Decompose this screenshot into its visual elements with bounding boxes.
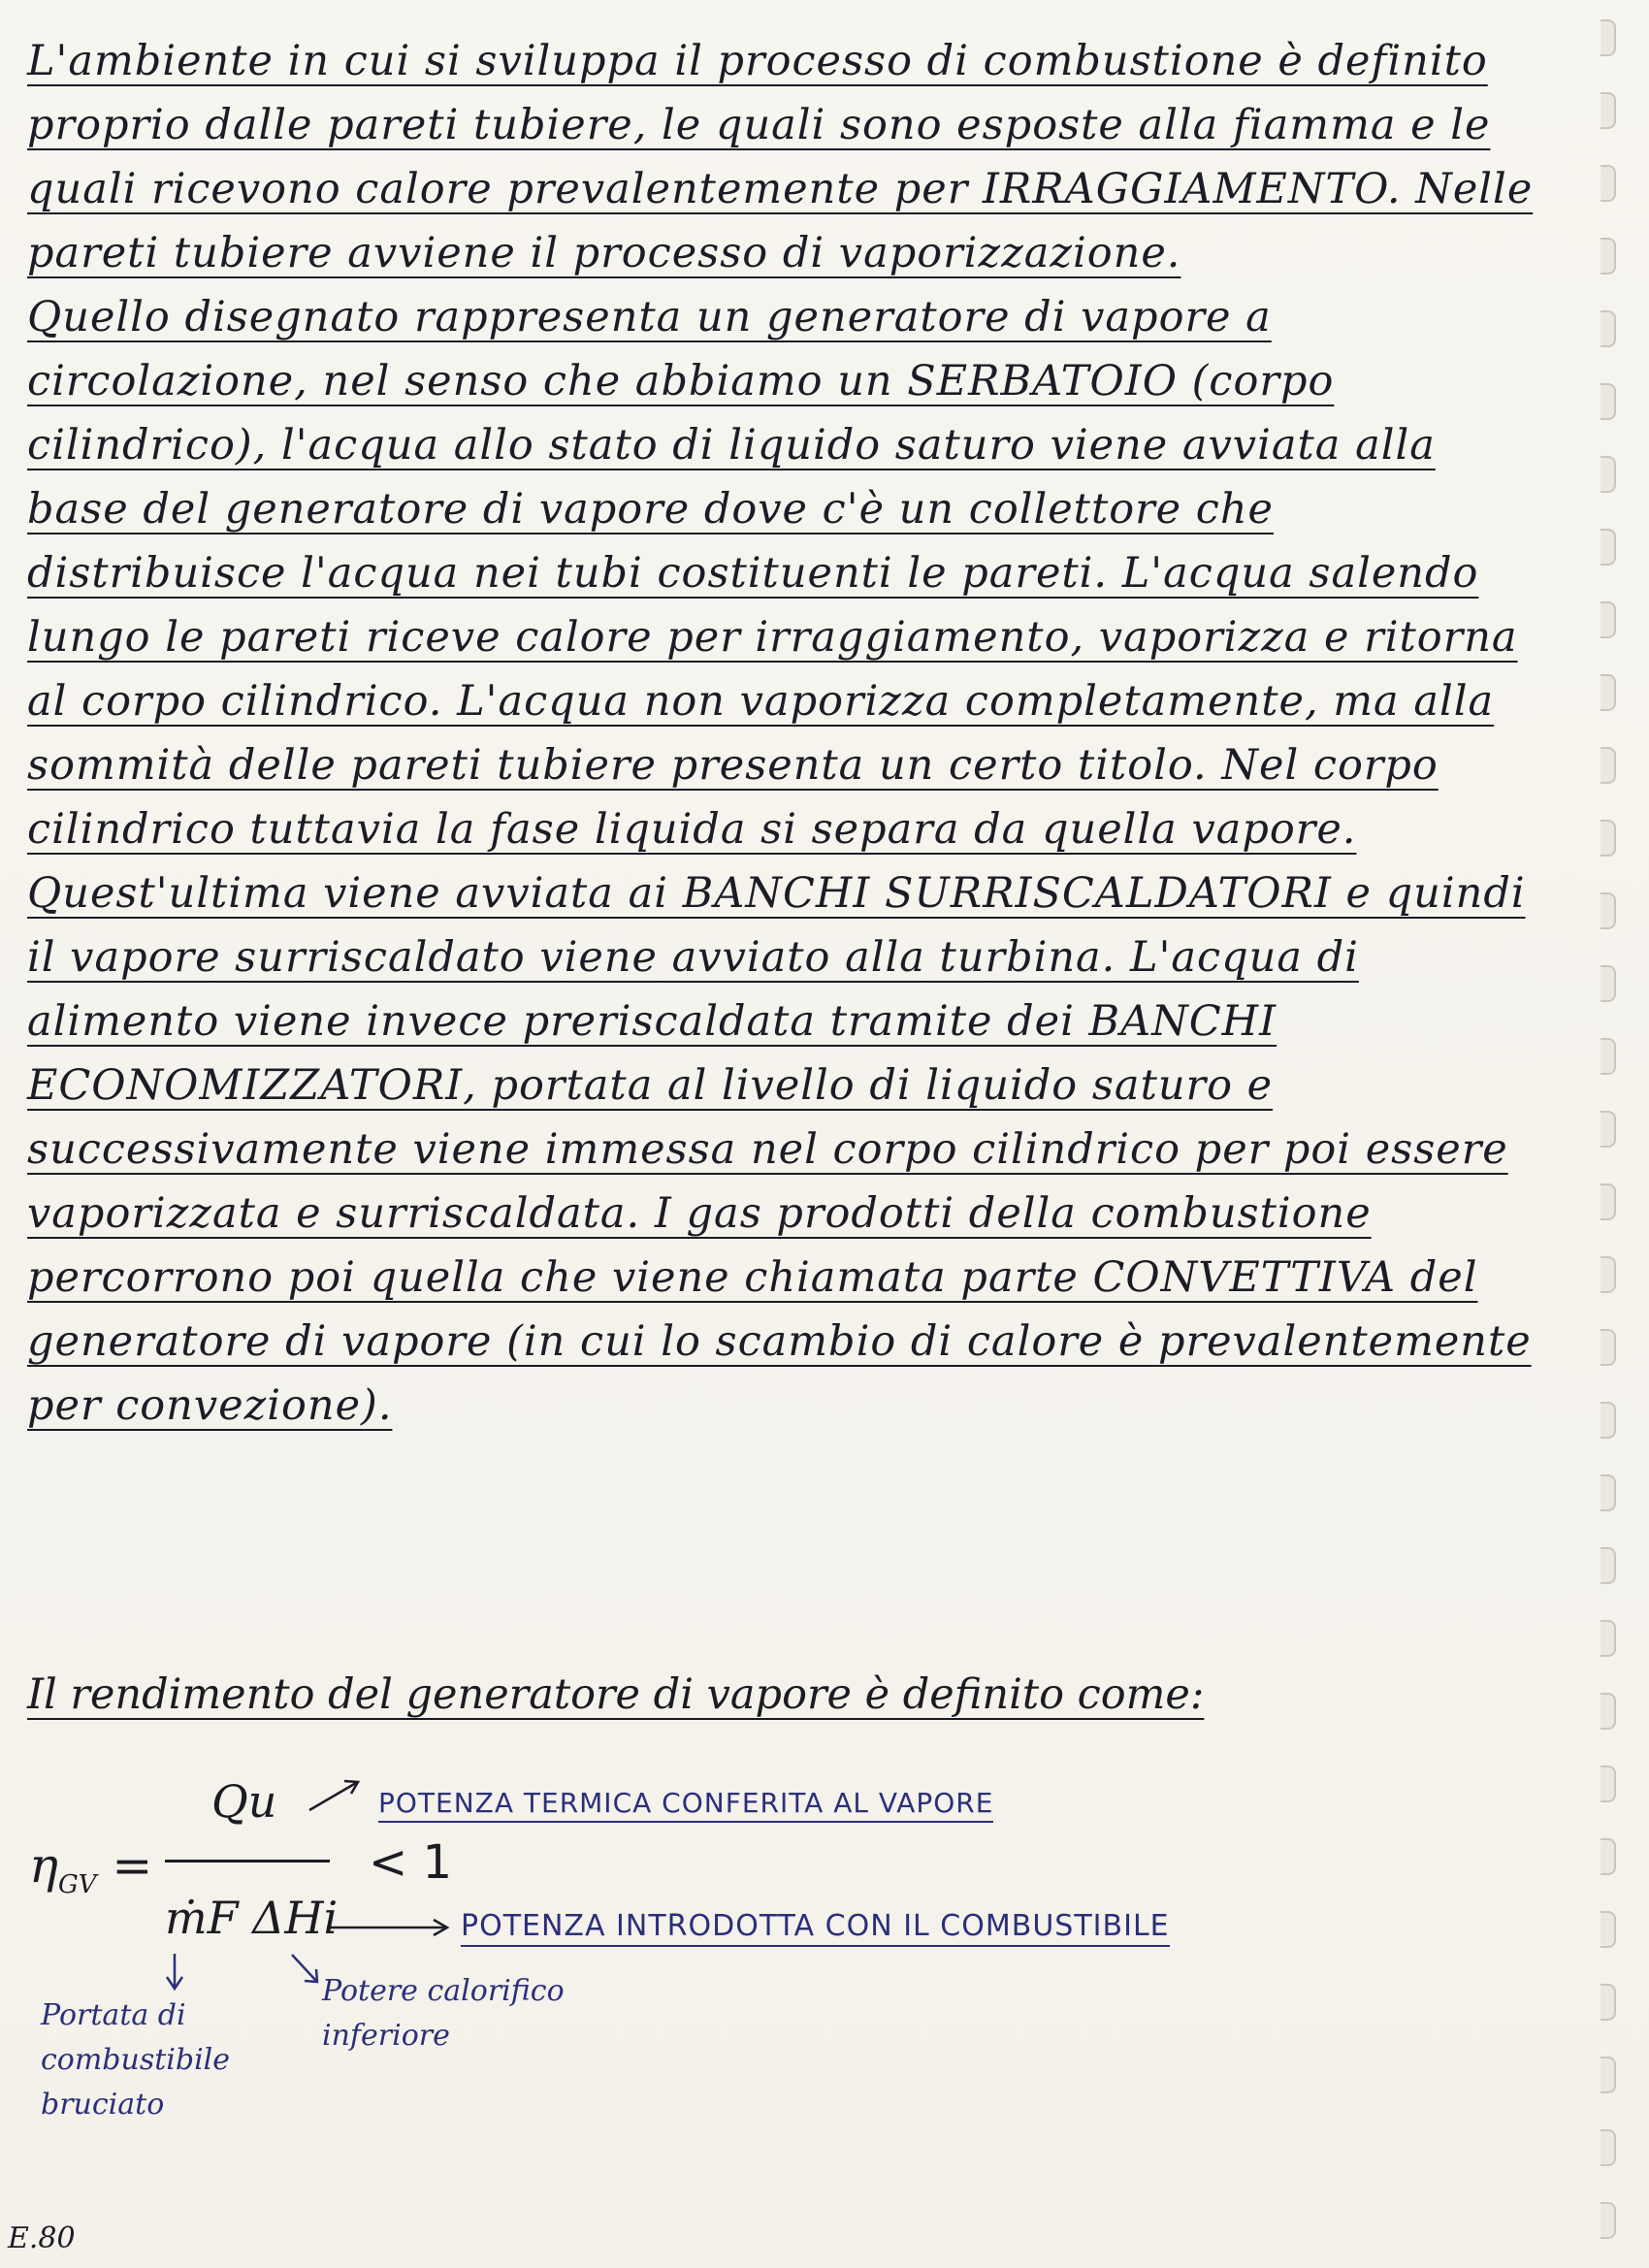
binding-hole: [1600, 529, 1616, 566]
binding-hole: [1600, 1984, 1616, 2021]
binding-hole: [1600, 747, 1616, 784]
formula-denominator: ṁF ΔHi: [165, 1892, 339, 1944]
notebook-binding: [1593, 19, 1632, 2251]
binding-hole: [1600, 1838, 1616, 1875]
binding-hole: [1600, 1766, 1616, 1802]
binding-hole: [1600, 1256, 1616, 1293]
paragraph-steam-generator-description: Quello disegnato rappresenta un generatore di vapore a circolazione, nel senso che abbiamo un SERBATOIO (corpo cilindrico), l'acqua allo stato di liquido saturo viene avviata alla base del generatore di vapore dove c'è un collettore che distribuisce l'acqua nei tubi costituenti le pareti. L'acqua salendo lungo le pareti riceve calore per irraggiamento, vaporizza e ritorna al corpo cilindrico. L'acqua non vaporizza completamente, ma alla sommità delle pareti tubiere presenta un certo titolo. Nel corpo cilindrico tuttavia la fase liquida si separa da quella vapore. Quest'ultima viene avviata ai BANCHI SURRISCALDATORI e quindi il vapore surriscaldato viene avviato alla turbina. L'acqua di alimento viene invece preriscaldata tramite dei BANCHI ECONOMIZZATORI, portata al livello di liquido saturo e successivamente viene immessa nel corpo cilindrico per poi essere vaporizzata e surriscaldata. I gas prodotti della combustione percorrono poi quella che viene chiamata parte CONVETTIVA del generatore di vapore (in cui lo scambio di calore è prevalentemente per convezione).: [27, 293, 1532, 1430]
efficiency-formula: [29, 1775, 1242, 2163]
fuel-flow-note: Portata di combustibile bruciato: [41, 1998, 231, 2122]
binding-hole: [1600, 1474, 1616, 1511]
page-number: E.80: [8, 2221, 76, 2255]
denominator-annotation: POTENZA INTRODOTTA CON IL COMBUSTIBILE: [461, 1909, 1170, 1947]
arrow-up-right-icon: [306, 1775, 364, 1814]
binding-hole: [1600, 1038, 1616, 1075]
binding-hole: [1600, 2202, 1616, 2239]
binding-hole: [1600, 1183, 1616, 1220]
paragraph-combustion-environment: L'ambiente in cui si sviluppa il processo di combustione è definito proprio dalle pareti tubiere, le quali sono esposte alla fiamma e le quali ricevono calore prevalentemente per IRRAGGIAMENTO. Nelle pareti tubiere avviene il processo di vaporizzazione.: [27, 37, 1534, 277]
numerator-annotation: POTENZA TERMICA CONFERITA AL VAPORE: [378, 1787, 993, 1823]
lower-heating-value-note: Potere calorifico inferiore: [322, 1974, 565, 2053]
binding-hole: [1600, 1402, 1616, 1439]
binding-hole: [1600, 1620, 1616, 1657]
binding-hole: [1600, 2129, 1616, 2166]
binding-hole: [1600, 238, 1616, 275]
binding-hole: [1600, 1693, 1616, 1730]
binding-hole: [1600, 165, 1616, 202]
binding-hole: [1600, 674, 1616, 711]
arrow-down-icon: [163, 1952, 186, 1993]
fraction-bar: [165, 1860, 330, 1863]
formula-numerator: Qu: [211, 1775, 277, 1828]
binding-hole: [1600, 310, 1616, 347]
binding-hole: [1600, 92, 1616, 129]
binding-hole: [1600, 383, 1616, 420]
binding-hole: [1600, 965, 1616, 1002]
binding-hole: [1600, 1911, 1616, 1948]
efficiency-symbol: $\eta_{GV}$ =: [29, 1837, 153, 1899]
binding-hole: [1600, 892, 1616, 929]
arrow-right-icon: [325, 1916, 451, 1939]
binding-hole: [1600, 1111, 1616, 1148]
binding-hole: [1600, 456, 1616, 493]
binding-hole: [1600, 2057, 1616, 2093]
binding-hole: [1600, 601, 1616, 638]
binding-hole: [1600, 19, 1616, 56]
efficiency-definition-sentence: Il rendimento del generatore di vapore è definito come:: [27, 1670, 1205, 1719]
binding-hole: [1600, 1329, 1616, 1366]
binding-hole: [1600, 1547, 1616, 1584]
arrow-down-right-icon: [289, 1952, 322, 1987]
binding-hole: [1600, 820, 1616, 857]
handwritten-notes: [27, 29, 1540, 1438]
formula-comparison: < 1: [369, 1835, 453, 1890]
